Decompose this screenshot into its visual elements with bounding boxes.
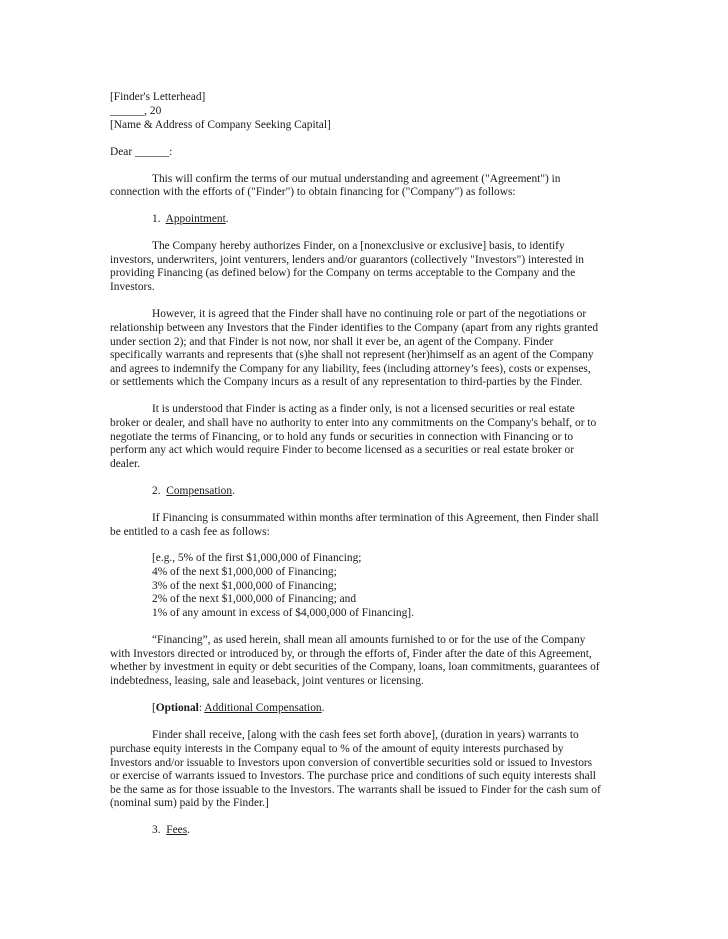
section-1-title: Appointment [165, 213, 226, 225]
s1-p3-line-3: negotiate the terms of Financing, or to hold any funds or securities in connection with Financing or to [110, 431, 574, 443]
letterhead-placeholder: [Finder's Letterhead] [110, 91, 206, 103]
optional-title: Additional Compensation [204, 702, 322, 714]
s1-p3-line-2: broker or dealer, and shall have no authority to enter into any commitments on the Company's behalf, or to [110, 417, 597, 429]
s1-p1-line-1: The Company hereby authorizes Finder, on a [nonexclusive or exclusive] basis, to identify [152, 240, 565, 252]
s2-p2-line-2: with Investors directed or introduced by, or through the efforts of, Finder after the date of this Agreement, [110, 648, 592, 660]
company-address-placeholder: [Name & Address of Company Seeking Capital] [110, 119, 331, 131]
s1-p3-line-1: It is understood that Finder is acting as a finder only, is not a licensed securities or real estate [152, 403, 575, 415]
optional-colon: : [198, 702, 205, 714]
s2-p3-line-6: (nominal sum) paid by the Finder.] [110, 797, 269, 809]
s2-p1-line-2: be entitled to a cash fee as follows: [110, 526, 270, 538]
s1-p1-line-4: Investors. [110, 281, 155, 293]
section-1-heading [152, 213, 229, 227]
intro-line-1: This will confirm the terms of our mutual understanding and agreement ("Agreement") in [152, 173, 561, 185]
fee-tier-3: 3% of the next $1,000,000 of Financing; [152, 580, 337, 592]
s1-p3-line-4: perform any act which would require Finder to become licensed as a securities or real estate broker or [110, 444, 574, 456]
s2-p3-line-5: be the same as for those issuable to the Investors. The warrants shall be issued to Finder for the cash sum of [110, 784, 601, 796]
s1-p1-line-3: providing Financing (as defined below) for the Company on terms acceptable to the Company and the [110, 267, 576, 279]
section-2-number: 2. [152, 485, 161, 497]
fee-tier-4: 2% of the next $1,000,000 of Financing; and [152, 593, 357, 605]
optional-title-period: . [321, 702, 325, 714]
fee-tier-2: 4% of the next $1,000,000 of Financing; [152, 566, 337, 578]
s1-p2-line-4: specifically warrants and represents that (s)he shall not represent (her)himself as an agent of the Company [110, 349, 594, 361]
section-3-title: Fees [166, 824, 188, 836]
s2-p3-line-3: Investors and/or issuable to Investors upon conversion of convertible securities sold or issued to Investors [110, 757, 593, 769]
s2-p2-line-3: whether by investment in equity or debt securities of the Company, loans, loan commitments, guarantees of [110, 661, 600, 673]
optional-bracket: [ [152, 702, 156, 714]
s2-p3-line-1: Finder shall receive, [along with the cash fees set forth above], (duration in years) warrants to [152, 729, 579, 741]
optional-label: Optional [155, 702, 199, 714]
intro-line-2: connection with the efforts of ("Finder") to obtain financing for ("Company") as follows: [110, 186, 516, 198]
s2-p2-line-1: “Financing”, as used herein, shall mean all amounts furnished to or for the use of the Company [152, 634, 586, 646]
section-1-title-period: . [225, 213, 229, 225]
s1-p2-line-1: However, it is agreed that the Finder shall have no continuing role or part of the negotiations or [152, 308, 587, 320]
section-3-title-period: . [187, 824, 190, 836]
section-1-number: 1. [152, 213, 161, 225]
fee-tier-1: [e.g., 5% of the first $1,000,000 of Financing; [152, 552, 362, 564]
section-3-number: 3. [152, 824, 161, 836]
s1-p3-line-5: dealer. [110, 458, 141, 470]
section-2-title: Compensation [166, 485, 233, 497]
s2-p3-line-2: purchase equity interests in the Company equal to % of the amount of equity interests purchased by [110, 743, 564, 755]
date-line: ______, 20 [110, 105, 162, 117]
s1-p2-line-6: or settlements which the Company incurs as a result of any representation to third-parties by the Finder. [110, 376, 583, 388]
optional-compensation-heading [152, 702, 324, 716]
s1-p2-line-5: and agrees to indemnify the Company for any liability, fees (including attorney’s fees), costs or expenses, [110, 363, 591, 375]
s1-p1-line-2: investors, underwriters, joint venturers, lenders and/or guarantors (collectively "Investors") interested in [110, 254, 584, 266]
section-2-title-period: . [232, 485, 235, 497]
s2-p2-line-4: indebtedness, leasing, sale and leaseback, joint ventures or licensing. [110, 675, 424, 687]
s1-p2-line-3: under section 2); and that Finder is not now, nor shall it ever be, an agent of the Company. Finder [110, 336, 554, 348]
s2-p1-line-1: If Financing is consummated within months after termination of this Agreement, then Finder shall [152, 512, 599, 524]
salutation: Dear ______: [110, 146, 173, 158]
s2-p3-line-4: or exercise of warrants issued to Investors. The purchase price and conditions of such equity interests shall [110, 770, 596, 782]
fee-tier-5: 1% of any amount in excess of $4,000,000 of Financing]. [152, 607, 414, 619]
section-3-heading [152, 824, 190, 838]
section-2-heading [152, 485, 235, 499]
s1-p2-line-2: relationship between any Investors that the Finder identifies to the Company (apart from any rights granted [110, 322, 599, 334]
